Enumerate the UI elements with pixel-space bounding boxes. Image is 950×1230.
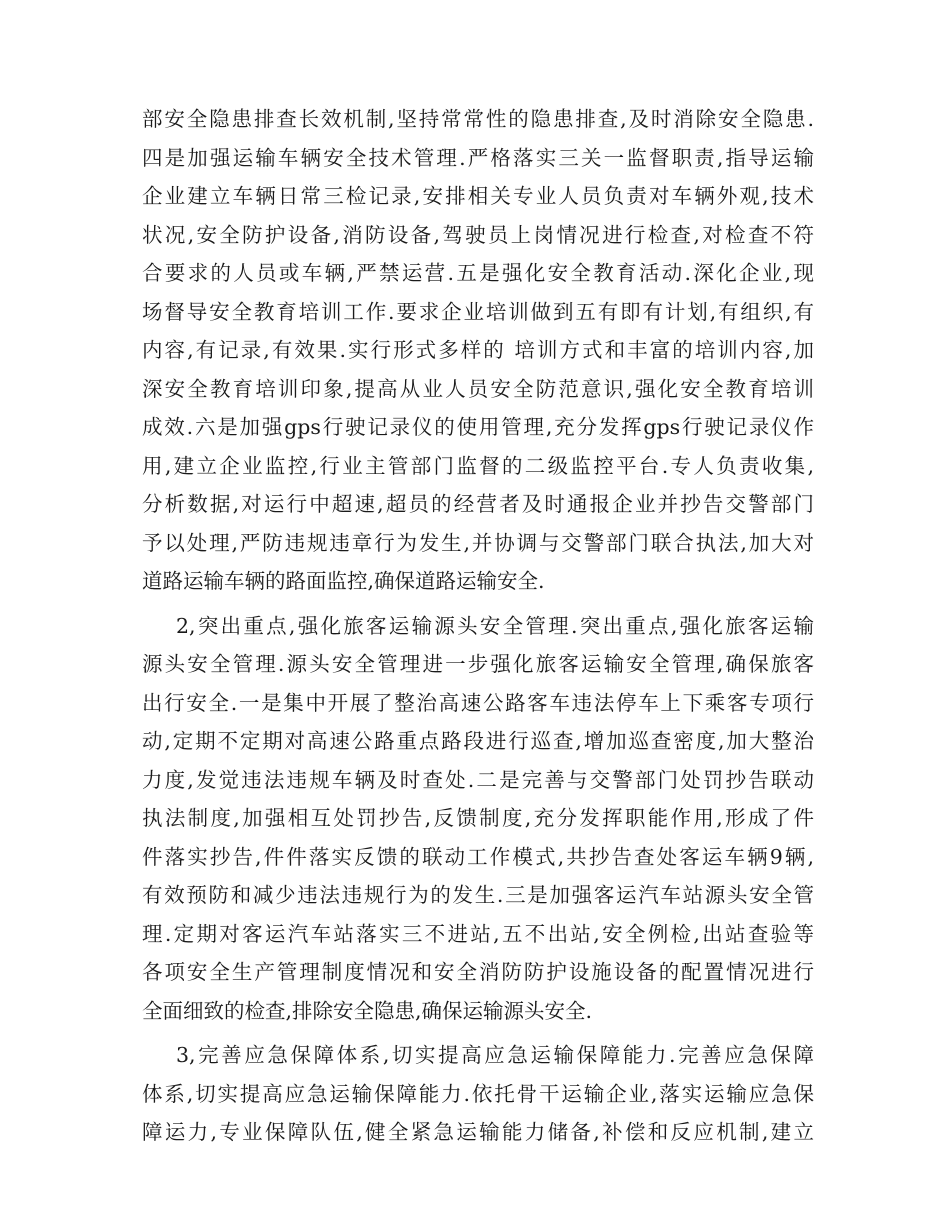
text-line: 成效.六是加强gps行驶记录仪的使用管理,充分发挥gps行驶记录仪作 xyxy=(142,415,814,439)
text-line: 合要求的人员或车辆,严禁运营.五是强化安全教育活动.深化企业,现 xyxy=(142,261,814,285)
text-line: 力度,发觉违法违规车辆及时查处.二是完善与交警部门处罚抄告联动 xyxy=(142,767,814,792)
text-line: 予以处理,严防违规违章行为发生,并协调与交警部门联合执法,加大对 xyxy=(142,530,814,555)
text-line: 障运力,专业保障队伍,健全紧急运输能力储备,补偿和反应机制,建立 xyxy=(142,1120,814,1144)
paragraph-3 xyxy=(142,1036,814,1152)
text-line: 有效预防和减少违法违规行为的发生.三是加强客运汽车站源头安全管 xyxy=(142,883,814,907)
text-line: 部安全隐患排查长效机制,坚持常常性的隐患排查,及时消除安全隐患. xyxy=(142,107,814,131)
paragraph-1 xyxy=(142,100,814,601)
text-line: 分析数据,对运行中超速,超员的经营者及时通报企业并抄告交警部门 xyxy=(142,492,814,516)
text-line: 内容,有记录,有效果.实行形式多样的 培训方式和丰富的培训内容,加 xyxy=(142,338,814,362)
text-line: 出行安全.一是集中开展了整治高速公路客车违法停车上下乘客专项行 xyxy=(142,690,814,715)
text-line: 企业建立车辆日常三检记录,安排相关专业人员负责对车辆外观,技术 xyxy=(142,184,814,208)
text-line: 2,突出重点,强化旅客运输源头安全管理.突出重点,强化旅客运输 xyxy=(176,613,814,638)
text-line: 用,建立企业监控,行业主管部门监督的二级监控平台.专人负责收集, xyxy=(142,453,814,478)
text-line: 状况,安全防护设备,消防设备,驾驶员上岗情况进行检查,对检查不符 xyxy=(142,222,814,247)
text-line: 四是加强运输车辆安全技术管理.严格落实三关一监督职责,指导运输 xyxy=(142,145,814,170)
text-line: 理.定期对客运汽车站落实三不进站,五不出站,安全例检,出站查验等 xyxy=(142,921,814,946)
text-line: 体系,切实提高应急运输保障能力.依托骨干运输企业,落实运输应急保 xyxy=(142,1081,814,1106)
text-line: 源头安全管理.源头安全管理进一步强化旅客运输安全管理,确保旅客 xyxy=(142,652,814,676)
text-line: 动,定期不定期对高速公路重点路段进行巡查,增加巡查密度,加大整治 xyxy=(142,729,814,753)
text-line: 道路运输车辆的路面监控,确保道路运输安全. xyxy=(142,569,545,593)
document-page xyxy=(142,100,814,1152)
text-line: 执法制度,加强相互处罚抄告,反馈制度,充分发挥职能作用,形成了件 xyxy=(142,806,814,830)
text-line: 各项安全生产管理制度情况和安全消防防护设施设备的配置情况进行 xyxy=(142,960,814,984)
text-line: 场督导安全教育培训工作.要求企业培训做到五有即有计划,有组织,有 xyxy=(142,299,814,324)
paragraph-2 xyxy=(142,607,814,1031)
text-line: 深安全教育培训印象,提高从业人员安全防范意识,强化安全教育培训 xyxy=(142,376,814,401)
text-line: 件落实抄告,件件落实反馈的联动工作模式,共抄告查处客运车辆9辆, xyxy=(142,844,814,869)
text-line: 3,完善应急保障体系,切实提高应急运输保障能力.完善应急保障 xyxy=(176,1043,814,1067)
text-line: 全面细致的检查,排除安全隐患,确保运输源头安全. xyxy=(142,998,593,1023)
